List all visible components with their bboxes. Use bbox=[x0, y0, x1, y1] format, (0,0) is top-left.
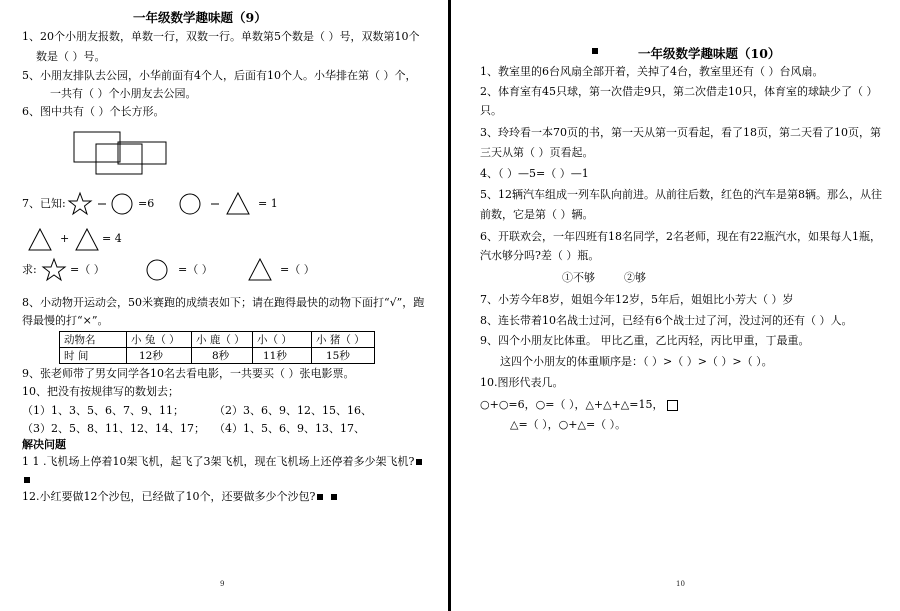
left-question-1-cont: 数是（ ）号。 bbox=[36, 50, 106, 63]
triangle-icon bbox=[75, 228, 101, 252]
table-header-cell: 小 猪（ ） bbox=[312, 332, 375, 348]
right-page-title: 一年级数学趣味题（10） bbox=[638, 46, 781, 61]
circle-icon bbox=[179, 193, 203, 217]
right-question-4: 4、（ ）—5=（ ）—1 bbox=[480, 167, 589, 180]
sequence-2: （2）3、6、9、12、15、16、 bbox=[214, 404, 372, 417]
right-question-7: 7、小芳今年8岁，姐姐今年12岁，5年后，姐姐比小芳大（ ）岁 bbox=[480, 293, 794, 306]
left-question-6: 6、图中共有（ ）个长方形。 bbox=[22, 105, 165, 118]
rectangles-figure bbox=[72, 130, 172, 180]
triangle-icon bbox=[226, 192, 252, 216]
left-question-7-prefix: 7、已知: bbox=[22, 197, 66, 210]
right-question-3: 3、玲玲看一本70页的书，第一天从第一页看起，看了18页，第二天看了10页，第 bbox=[480, 126, 881, 139]
right-question-9-cont: 这四个小朋友的体重顺序是：（ ）>（ ）>（ ）>（ ）。 bbox=[500, 355, 773, 368]
page-divider bbox=[448, 0, 451, 611]
triangle-icon bbox=[28, 228, 54, 252]
plus-sign: + bbox=[60, 232, 70, 245]
race-results-table bbox=[59, 331, 375, 364]
table-cell: 12秒 bbox=[127, 348, 192, 364]
square-bullet-icon bbox=[317, 494, 323, 500]
square-bullet-icon bbox=[592, 48, 598, 54]
ask-circle-blank: =（ ） bbox=[178, 263, 213, 276]
table-header-cell: 动物名 bbox=[60, 332, 127, 348]
table-cell: 15秒 bbox=[312, 348, 375, 364]
left-worksheet-page bbox=[0, 0, 448, 611]
right-question-5-cont: 前数，它是第（ ）辆。 bbox=[480, 208, 594, 221]
circle-icon bbox=[111, 193, 135, 217]
right-question-6-cont: 汽水够分吗?差（ ）瓶。 bbox=[480, 249, 600, 262]
option-enough: ②够 bbox=[624, 271, 646, 284]
ask-prefix: 求: bbox=[22, 263, 37, 276]
square-bullet-row bbox=[22, 473, 32, 487]
eq1-result: =6 bbox=[138, 197, 155, 210]
left-page-title: 一年级数学趣味题（9） bbox=[133, 10, 267, 25]
table-cell: 8秒 bbox=[192, 348, 253, 364]
left-question-11 bbox=[22, 455, 424, 469]
right-question-5: 5、12辆汽车组成一列车队向前进。从前往后数，红色的汽车是第8辆。那么，从往 bbox=[480, 188, 882, 201]
table-header-cell: 小 鹿（ ） bbox=[192, 332, 253, 348]
right-question-9: 9、四个小朋友比体重。 甲比乙重，乙比丙轻，丙比甲重，丁最重。 bbox=[480, 334, 810, 347]
left-question-9: 9、张老师带了男女同学各10名去看电影，一共要买（ ）张电影票。 bbox=[22, 367, 355, 380]
sequence-1: （1）1、3、5、6、7、9、11； bbox=[22, 404, 184, 417]
page-number: 10 bbox=[676, 580, 685, 588]
table-cell: 11秒 bbox=[253, 348, 312, 364]
shape-equation-1-text: ○+○=6，○=（ ），△+△+△=15， bbox=[480, 398, 664, 411]
star-icon bbox=[68, 192, 92, 216]
triangle-icon bbox=[248, 258, 274, 282]
question-11-text: 1 1 .飞机场上停着10架飞机，起飞了3架飞机，现在飞机场上还停着多少架飞机? bbox=[22, 455, 415, 468]
left-question-1: 1、20个小朋友报数，单数一行，双数一行。单数第5个数是（ ）号，双数第10个 bbox=[22, 30, 420, 43]
square-bullet-icon bbox=[331, 494, 337, 500]
right-question-6: 6、开联欢会，一年四班有18名同学，2名老师，现在有22瓶汽水，如果每人1瓶， bbox=[480, 230, 881, 243]
shape-equation-2: △=（ ），○+△=（ ）。 bbox=[510, 418, 627, 431]
square-bullet-icon bbox=[24, 477, 30, 483]
left-question-5-cont: 一共有（ ）个小朋友去公园。 bbox=[50, 87, 197, 100]
right-question-2-cont: 只。 bbox=[480, 104, 502, 117]
left-question-12 bbox=[22, 490, 339, 504]
section-heading: 解决问题 bbox=[22, 438, 66, 451]
minus-sign bbox=[98, 203, 108, 206]
right-question-10: 10.图形代表几。 bbox=[480, 376, 564, 389]
left-question-8-cont: 得最慢的打“×”。 bbox=[22, 314, 109, 327]
page-number: 9 bbox=[220, 580, 225, 588]
question-12-text: 12.小红要做12个沙包，已经做了10个，还要做多少个沙包? bbox=[22, 490, 316, 503]
left-question-10: 10、把没有按规律写的数划去； bbox=[22, 385, 179, 398]
right-question-2: 2、体育室有45只球，第一次借走9只，第二次借走10只，体育室的球缺少了（ ） bbox=[480, 85, 878, 98]
left-question-8: 8、小动物开运动会，50米赛跑的成绩表如下；请在跑得最快的动物下面打“√”，跑 bbox=[22, 296, 425, 309]
table-row bbox=[60, 332, 375, 348]
eq3-result: = 4 bbox=[102, 232, 122, 245]
eq2-result: = 1 bbox=[258, 197, 278, 210]
table-cell: 时 间 bbox=[60, 348, 127, 364]
sequence-4: （4）1、5、6、9、13、17、 bbox=[214, 422, 365, 435]
ask-star-blank: =（ ） bbox=[70, 263, 105, 276]
ask-triangle-blank: =（ ） bbox=[280, 263, 315, 276]
right-question-8: 8、连长带着10名战士过河，已经有6个战士过了河，没过河的还有（ ）人。 bbox=[480, 314, 853, 327]
shape-equation-1 bbox=[480, 398, 678, 412]
circle-icon bbox=[146, 259, 170, 283]
left-question-5: 5、小朋友排队去公园，小华前面有4个人，后面有10个人。小华排在第（ ）个， bbox=[22, 69, 417, 82]
minus-sign bbox=[211, 203, 221, 206]
star-icon bbox=[42, 258, 66, 282]
right-worksheet-page bbox=[452, 0, 900, 611]
table-row bbox=[60, 348, 375, 364]
sequence-3: （3）2、5、8、11、12、14、17； bbox=[22, 422, 205, 435]
square-outline-icon bbox=[667, 400, 678, 411]
right-question-1: 1、教室里的6台风扇全部开着，关掉了4台，教室里还有（ ）台风扇。 bbox=[480, 65, 824, 78]
table-header-cell: 小 兔（ ） bbox=[127, 332, 192, 348]
option-not-enough: ①不够 bbox=[562, 271, 595, 284]
square-bullet-icon bbox=[416, 459, 422, 465]
table-header-cell: 小（ ） bbox=[253, 332, 312, 348]
right-question-3-cont: 三天从第（ ）页看起。 bbox=[480, 146, 594, 159]
